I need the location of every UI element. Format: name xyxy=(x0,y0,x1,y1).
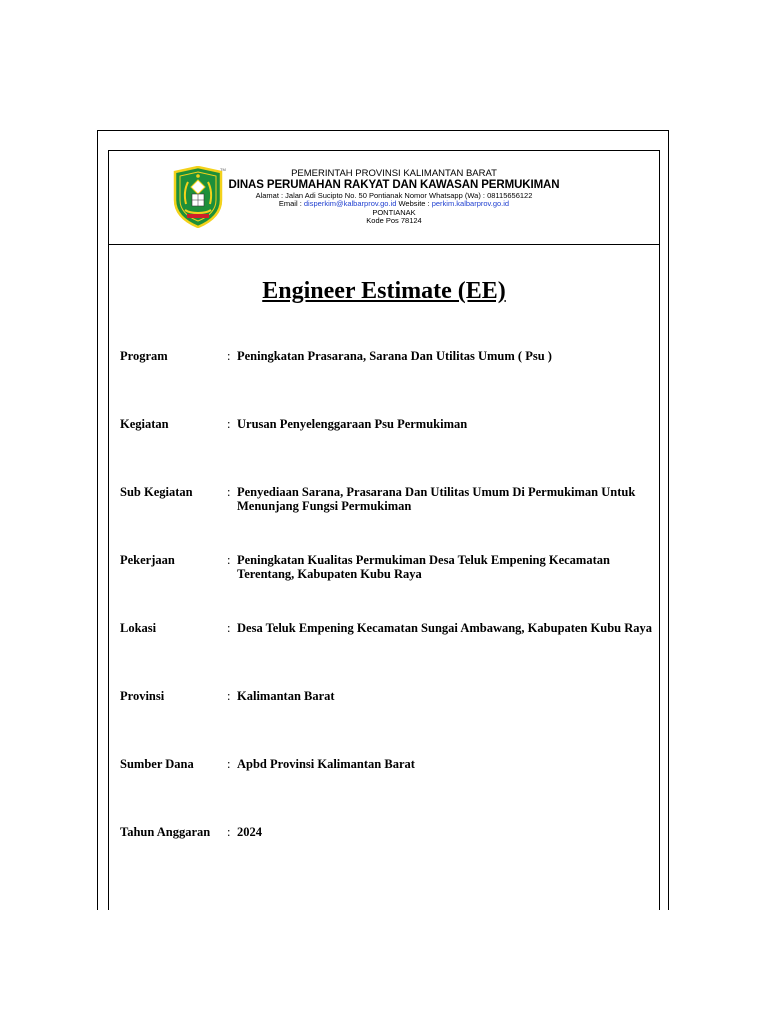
letterhead-text xyxy=(227,169,561,225)
field-colon: : xyxy=(227,349,231,363)
field-value: Urusan Penyelenggaraan Psu Permukiman xyxy=(237,417,468,431)
government-name: PEMERINTAH PROVINSI KALIMANTAN BARAT xyxy=(291,168,497,179)
field-colon: : xyxy=(227,553,231,567)
field-value: Penyediaan Sarana, Prasarana Dan Utilitas Umum Di Permukiman Untuk Menunjang Fungsi Permukiman xyxy=(237,485,636,513)
field-value: Apbd Provinsi Kalimantan Barat xyxy=(237,757,415,771)
field-value: Peningkatan Kualitas Permukiman Desa Teluk Empening Kecamatan Terentang, Kabupaten Kubu Raya xyxy=(237,553,610,581)
field-value: Peningkatan Prasarana, Sarana Dan Utilitas Umum ( Psu ) xyxy=(237,349,552,363)
field-colon: : xyxy=(227,689,231,703)
website-label: Website : xyxy=(396,199,432,209)
field-label: Tahun Anggaran xyxy=(120,825,211,839)
document-inner-border xyxy=(108,150,660,910)
city-name: PONTIANAK xyxy=(372,207,416,217)
field-label: Sumber Dana xyxy=(120,757,194,771)
field-colon: : xyxy=(227,417,231,431)
email-link[interactable]: disperkim@kalbarprov.go.id xyxy=(303,199,397,209)
field-colon: : xyxy=(227,485,231,499)
field-value: Kalimantan Barat xyxy=(237,689,335,703)
field-value: 2024 xyxy=(237,825,262,839)
department-name: DINAS PERUMAHAN RAKYAT DAN KAWASAN PERMUKIMAN xyxy=(228,179,560,192)
document-title: Engineer Estimate (EE) xyxy=(262,278,506,304)
field-label: Lokasi xyxy=(120,621,157,635)
kalimantan-barat-emblem-icon xyxy=(173,166,223,228)
postal-code: Kode Pos 78124 xyxy=(366,215,422,225)
letterhead xyxy=(109,151,659,245)
field-value: Desa Teluk Empening Kecamatan Sungai Ambawang, Kabupaten Kubu Raya xyxy=(237,621,653,635)
field-label: Pekerjaan xyxy=(120,553,175,567)
field-label: Program xyxy=(120,349,168,363)
field-label: Provinsi xyxy=(120,689,165,703)
field-label: Kegiatan xyxy=(120,417,169,431)
logo-mark: TM xyxy=(220,167,226,172)
field-colon: : xyxy=(227,621,231,635)
field-label: Sub Kegiatan xyxy=(120,485,193,499)
email-label: Email : xyxy=(278,199,304,209)
website-link[interactable]: perkim.kalbarprov.go.id xyxy=(431,199,510,209)
field-colon: : xyxy=(227,757,231,771)
address-line: Alamat : Jalan Adi Sucipto No. 50 Pontianak Nomor Whatsapp (Wa) : 08115656122 xyxy=(255,191,533,201)
field-colon: : xyxy=(227,825,231,839)
